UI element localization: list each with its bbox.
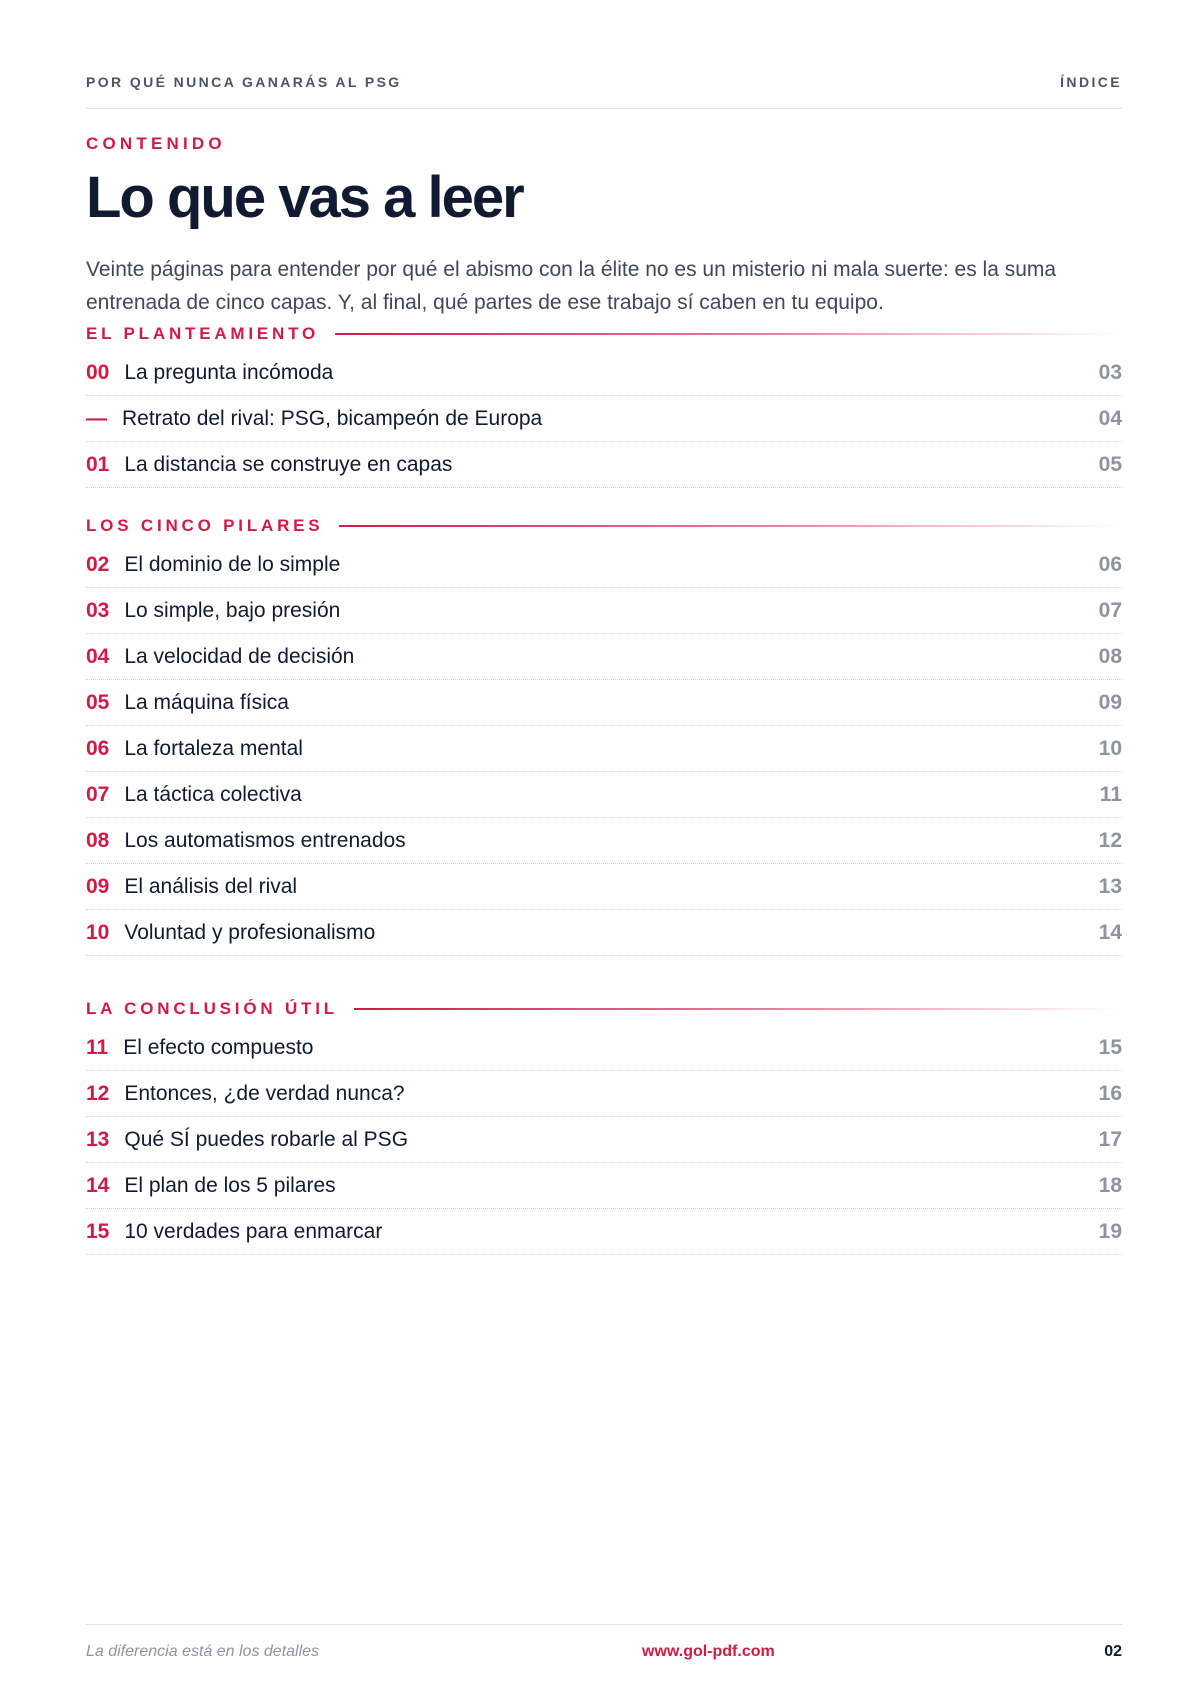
toc-entry[interactable] — [86, 542, 1122, 588]
toc-entry[interactable] — [86, 1209, 1122, 1255]
entry-title: La velocidad de decisión — [124, 644, 355, 668]
page — [86, 0, 1122, 1698]
section-title: LOS CINCO PILARES — [86, 516, 324, 535]
entry-title: Qué SÍ puedes robarle al PSG — [124, 1127, 409, 1151]
entry-page: 18 — [1098, 1173, 1122, 1197]
toc-entry[interactable] — [86, 772, 1122, 818]
entry-page: 17 — [1098, 1127, 1122, 1151]
entry-number: 00 — [86, 360, 110, 384]
entry-page: 05 — [1098, 452, 1122, 476]
toc-section-planteamiento — [86, 318, 1122, 488]
toc-entry[interactable] — [86, 396, 1122, 442]
entry-page: 09 — [1098, 690, 1122, 714]
toc-entry[interactable] — [86, 864, 1122, 910]
entry-page: 07 — [1098, 598, 1122, 622]
entry-title: La máquina física — [124, 690, 289, 714]
page-title: Lo que vas a leer — [86, 165, 523, 230]
entry-title: La distancia se construye en capas — [124, 452, 453, 476]
entry-page: 13 — [1098, 874, 1122, 898]
footer-tagline: La diferencia está en los detalles — [86, 1643, 320, 1660]
toc-entry[interactable] — [86, 910, 1122, 956]
entry-number: 11 — [86, 1035, 109, 1059]
entry-title: El análisis del rival — [124, 874, 298, 898]
entry-page: 06 — [1098, 552, 1122, 576]
entry-title: Entonces, ¿de verdad nunca? — [124, 1081, 405, 1105]
entry-title: La pregunta incómoda — [124, 360, 334, 384]
entry-number: 13 — [86, 1127, 110, 1151]
entry-page: 19 — [1098, 1219, 1122, 1243]
entry-page: 14 — [1098, 920, 1122, 944]
entry-number: 01 — [86, 452, 110, 476]
entry-title: Los automatismos entrenados — [124, 828, 406, 852]
section-rule — [335, 333, 1122, 335]
book-title: POR QUÉ NUNCA GANARÁS AL PSG — [86, 74, 402, 90]
entry-number: 02 — [86, 552, 110, 576]
section-heading — [86, 318, 1122, 350]
intro-paragraph: Veinte páginas para entender por qué el abismo con la élite no es un misterio ni mala suerte: es la suma entrenada de cinco capas. Y, al final, qué partes de ese trabajo sí caben en tu equipo. — [86, 258, 1057, 314]
toc-section-conclusion — [86, 993, 1122, 1255]
toc-entry[interactable] — [86, 1117, 1122, 1163]
entry-number: 08 — [86, 828, 110, 852]
toc-entry[interactable] — [86, 634, 1122, 680]
section-rule — [354, 1008, 1122, 1010]
toc-entry[interactable] — [86, 1025, 1122, 1071]
section-rule — [339, 525, 1122, 527]
section-name: ÍNDICE — [1060, 74, 1122, 90]
entry-number: 14 — [86, 1173, 110, 1197]
section-heading — [86, 510, 1122, 542]
entry-page: 15 — [1098, 1035, 1122, 1059]
entry-title: La fortaleza mental — [124, 736, 303, 760]
entry-number: 12 — [86, 1081, 110, 1105]
entry-title: El plan de los 5 pilares — [124, 1173, 336, 1197]
toc-entry[interactable] — [86, 442, 1122, 488]
entry-page: 12 — [1098, 828, 1122, 852]
entry-number: 15 — [86, 1219, 110, 1243]
entry-title: El dominio de lo simple — [124, 552, 341, 576]
website-link[interactable]: www.gol-pdf.com — [642, 1643, 775, 1660]
toc-entry[interactable] — [86, 1163, 1122, 1209]
entry-number: 03 — [86, 598, 110, 622]
entry-number: 04 — [86, 644, 110, 668]
entry-number: 06 — [86, 736, 110, 760]
entry-page: 08 — [1098, 644, 1122, 668]
toc-entry[interactable] — [86, 726, 1122, 772]
kicker: CONTENIDO — [86, 134, 226, 153]
toc-entry[interactable] — [86, 588, 1122, 634]
entry-page: 16 — [1098, 1081, 1122, 1105]
entry-page: 11 — [1099, 782, 1122, 806]
entry-number: — — [86, 406, 107, 430]
entry-title: Voluntad y profesionalismo — [124, 920, 376, 944]
entry-title: El efecto compuesto — [123, 1035, 314, 1059]
toc-entry[interactable] — [86, 1071, 1122, 1117]
page-number: 02 — [1104, 1643, 1122, 1660]
toc-entry[interactable] — [86, 818, 1122, 864]
toc-entry[interactable] — [86, 350, 1122, 396]
section-title: LA CONCLUSIÓN ÚTIL — [86, 999, 338, 1018]
entry-number: 09 — [86, 874, 110, 898]
entry-title: 10 verdades para enmarcar — [124, 1219, 383, 1243]
entry-number: 05 — [86, 690, 110, 714]
entry-page: 10 — [1098, 736, 1122, 760]
section-title: EL PLANTEAMIENTO — [86, 324, 320, 343]
entry-number: 07 — [86, 782, 110, 806]
entry-number: 10 — [86, 920, 110, 944]
entry-title: Lo simple, bajo presión — [124, 598, 341, 622]
entry-title: Retrato del rival: PSG, bicampeón de Europa — [122, 406, 543, 430]
toc-section-pilares — [86, 510, 1122, 956]
running-header — [86, 74, 1122, 109]
section-heading — [86, 993, 1122, 1025]
entry-page: 03 — [1098, 360, 1122, 384]
toc-entry[interactable] — [86, 680, 1122, 726]
entry-title: La táctica colectiva — [124, 782, 302, 806]
page-footer — [86, 1624, 1122, 1681]
entry-page: 04 — [1098, 406, 1122, 430]
